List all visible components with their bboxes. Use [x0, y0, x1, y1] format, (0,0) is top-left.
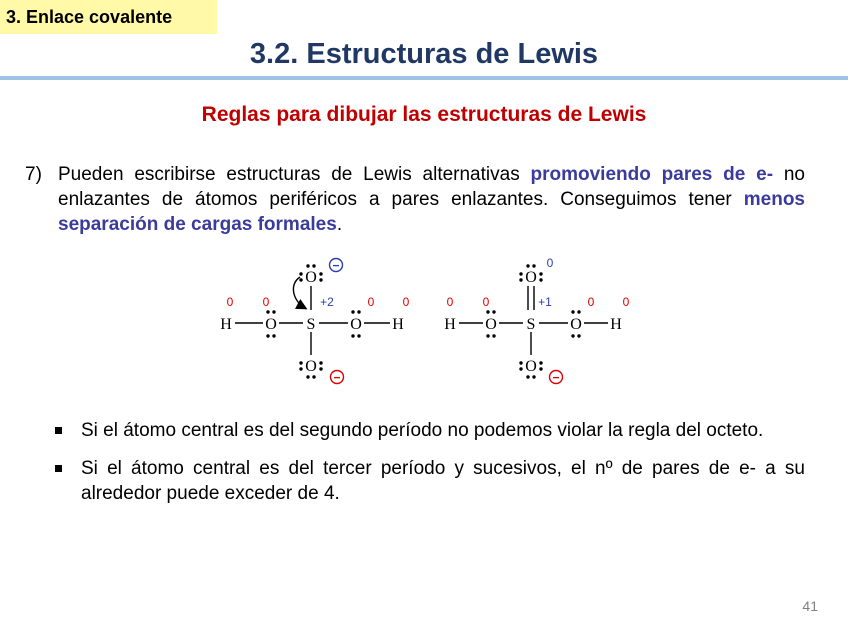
bullet-text: Si el átomo central es del tercer período y sucesivos, el nº de pares de e- a su alrededor puede exceder de 4.: [81, 458, 805, 504]
fc-right-o-right: 0: [587, 295, 595, 309]
fc-right-h-left: 0: [446, 295, 454, 309]
highlight-promoting-pairs: promoviendo pares de e-: [530, 164, 774, 185]
page-title: 3.2. Estructuras de Lewis: [249, 38, 599, 70]
left-top-negative-charge: [330, 259, 343, 273]
bullet-square-icon: [55, 465, 62, 472]
left-o-right: O: [350, 316, 362, 333]
lewis-structures-diagram: [210, 250, 640, 390]
section-tag: 3. Enlace covalente: [0, 0, 217, 34]
rule-text-part3: .: [336, 214, 343, 235]
fc-right-h-right: 0: [622, 295, 630, 309]
title-underline: [0, 76, 848, 80]
fc-right-s: +1: [538, 295, 552, 309]
left-s-center: S: [306, 316, 316, 333]
fc-left-h-right: 0: [402, 295, 410, 309]
bullet-item-second-period: [55, 418, 805, 443]
right-bottom-minus-sign: −: [552, 370, 560, 385]
left-bottom-minus-sign: −: [333, 370, 341, 385]
fc-left-h-left: 0: [226, 295, 234, 309]
right-h-right: H: [610, 316, 622, 333]
left-formal-charges: [227, 295, 410, 309]
fc-left-o-right: 0: [367, 295, 375, 309]
right-o-left: O: [485, 316, 497, 333]
fc-left-o-left: 0: [262, 295, 270, 309]
left-h-left: H: [220, 316, 232, 333]
rule-number: 7): [25, 164, 42, 185]
electron-push-arrow: [293, 277, 305, 308]
left-bottom-negative-charge: [331, 371, 344, 385]
right-formal-charges: [447, 256, 630, 309]
bullet-list: [55, 418, 805, 519]
bullet-square-icon: [55, 427, 62, 434]
rule-7-text: [58, 162, 805, 237]
lewis-structure-right: [444, 256, 629, 385]
rule-text-part1: Pueden escribirse estructuras de Lewis alternativas: [58, 164, 531, 185]
lewis-structure-left: [220, 259, 409, 385]
section-subtitle: Reglas para dibujar las estructuras de Lewis: [201, 103, 647, 126]
right-s-center: S: [526, 316, 536, 333]
fc-right-o-top: 0: [546, 256, 554, 270]
highlight-less-charge-separation: menos separación de cargas formales: [58, 189, 805, 235]
fc-right-o-left: 0: [482, 295, 490, 309]
right-o-bottom: O: [525, 358, 537, 375]
left-o-bottom: O: [305, 358, 317, 375]
rule-text-part2: no enlazantes de átomos periféricos a pares enlazantes. Conseguimos tener: [58, 164, 805, 210]
right-bottom-negative-charge: [550, 371, 563, 385]
left-h-right: H: [392, 316, 404, 333]
right-o-top: O: [525, 269, 537, 286]
right-o-right: O: [570, 316, 582, 333]
bullet-text: Si el átomo central es del segundo período no podemos violar la regla del octeto.: [81, 420, 764, 441]
bullet-item-third-period: [55, 456, 805, 506]
fc-left-s: +2: [320, 295, 334, 309]
right-h-left: H: [444, 316, 456, 333]
left-top-minus-sign: −: [332, 258, 340, 273]
page-number: 41: [802, 598, 818, 614]
left-o-left: O: [265, 316, 277, 333]
rule-7-paragraph: [25, 162, 805, 237]
left-o-top: O: [305, 269, 317, 286]
